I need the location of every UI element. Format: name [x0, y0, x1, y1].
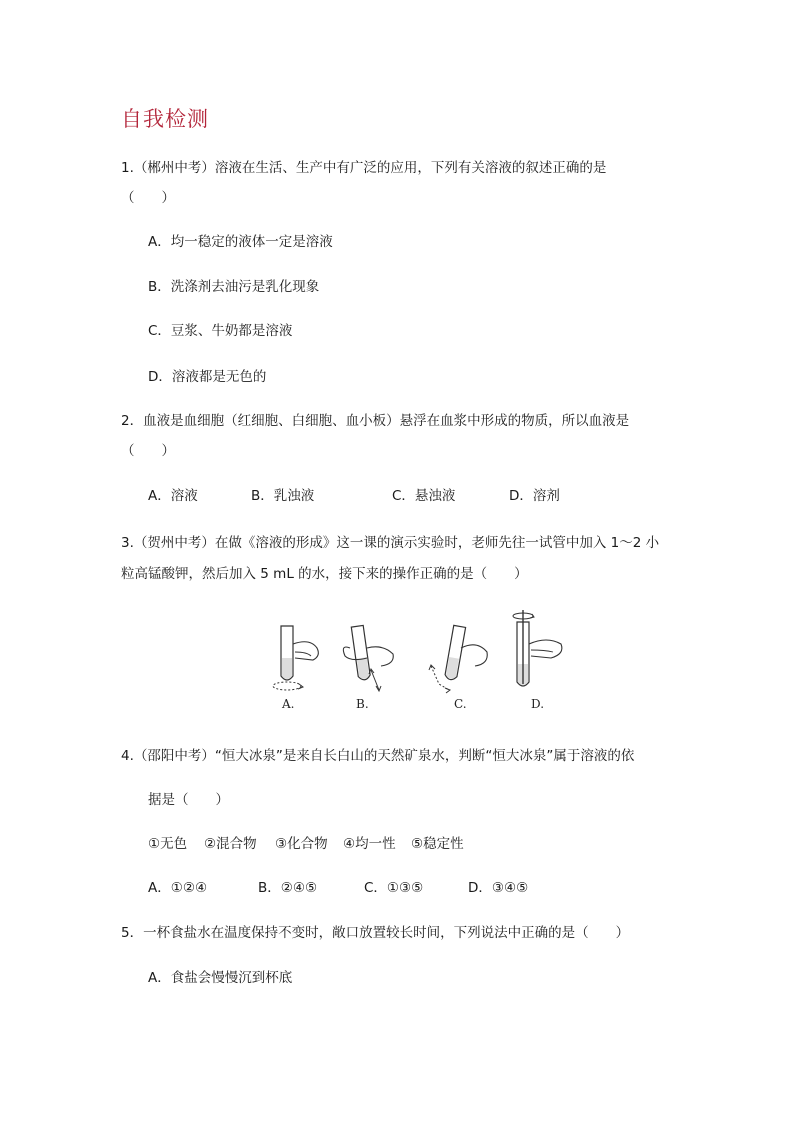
- q2-stem-line1: 2．血液是血细胞（红细胞、白细胞、血小板）悬浮在血浆中形成的物质，所以血液是: [121, 413, 630, 429]
- figure-d-test-tube-icon: [513, 610, 562, 686]
- test-tube-figure: [255, 608, 575, 718]
- q4-stem-line2: 据是（ ）: [148, 792, 229, 808]
- q4-option-c: C．①③⑤: [364, 880, 424, 896]
- figure-label-a: A.: [282, 697, 295, 711]
- section-title: 自我检测: [121, 107, 209, 131]
- q3-stem-line1: 3.（贺州中考）在做《溶液的形成》这一课的演示实验时，老师先往一试管中加入 1～2 小: [121, 535, 660, 551]
- q4-stem-line1: 4.（邵阳中考）“恒大冰泉”是来自长白山的天然矿泉水，判断“恒大冰泉”属于溶液的依: [121, 748, 635, 764]
- q5-option-a: A．食盐会慢慢沉到杯底: [148, 970, 293, 986]
- q4-choice-4: ④均一性: [343, 836, 396, 852]
- q2-option-d: D．溶剂: [509, 488, 560, 504]
- q2-stem-line2: （ ）: [121, 443, 175, 459]
- figure-b-test-tube-icon: [343, 625, 393, 691]
- q4-option-a: A．①②④: [148, 880, 208, 896]
- figure-label-d: D.: [531, 697, 545, 711]
- q5-stem-line1: 5．一杯食盐水在温度保持不变时，敞口放置较长时间，下列说法中正确的是（ ）: [121, 925, 630, 941]
- q2-option-a: A．溶液: [148, 488, 198, 504]
- q3-stem-line2: 粒高锰酸钾，然后加入 5 mL 的水，接下来的操作正确的是（ ）: [121, 566, 528, 582]
- q4-choice-1: ①无色: [148, 836, 188, 852]
- q1-stem-line2: （ ）: [121, 190, 175, 206]
- figure-a-test-tube-icon: [273, 626, 318, 690]
- q1-stem-line1: 1.（郴州中考）溶液在生活、生产中有广泛的应用，下列有关溶液的叙述正确的是: [121, 160, 607, 176]
- figure-label-b: B.: [356, 697, 369, 711]
- figure-label-c: C.: [454, 697, 467, 711]
- q4-choice-2: ②混合物: [204, 836, 257, 852]
- q2-option-c: C．悬浊液: [392, 488, 456, 504]
- q1-option-a: A．均一稳定的液体一定是溶液: [148, 234, 333, 250]
- q4-option-b: B．②④⑤: [258, 880, 318, 896]
- q1-option-c: C．豆浆、牛奶都是溶液: [148, 323, 293, 339]
- q1-option-d: D．溶液都是无色的: [148, 369, 267, 385]
- figure-c-test-tube-icon: [429, 625, 487, 693]
- q2-option-b: B．乳浊液: [251, 488, 315, 504]
- q4-choice-5: ⑤稳定性: [411, 836, 464, 852]
- q4-option-d: D．③④⑤: [468, 880, 529, 896]
- q1-option-b: B．洗涤剂去油污是乳化现象: [148, 279, 320, 295]
- q4-choice-3: ③化合物: [275, 836, 328, 852]
